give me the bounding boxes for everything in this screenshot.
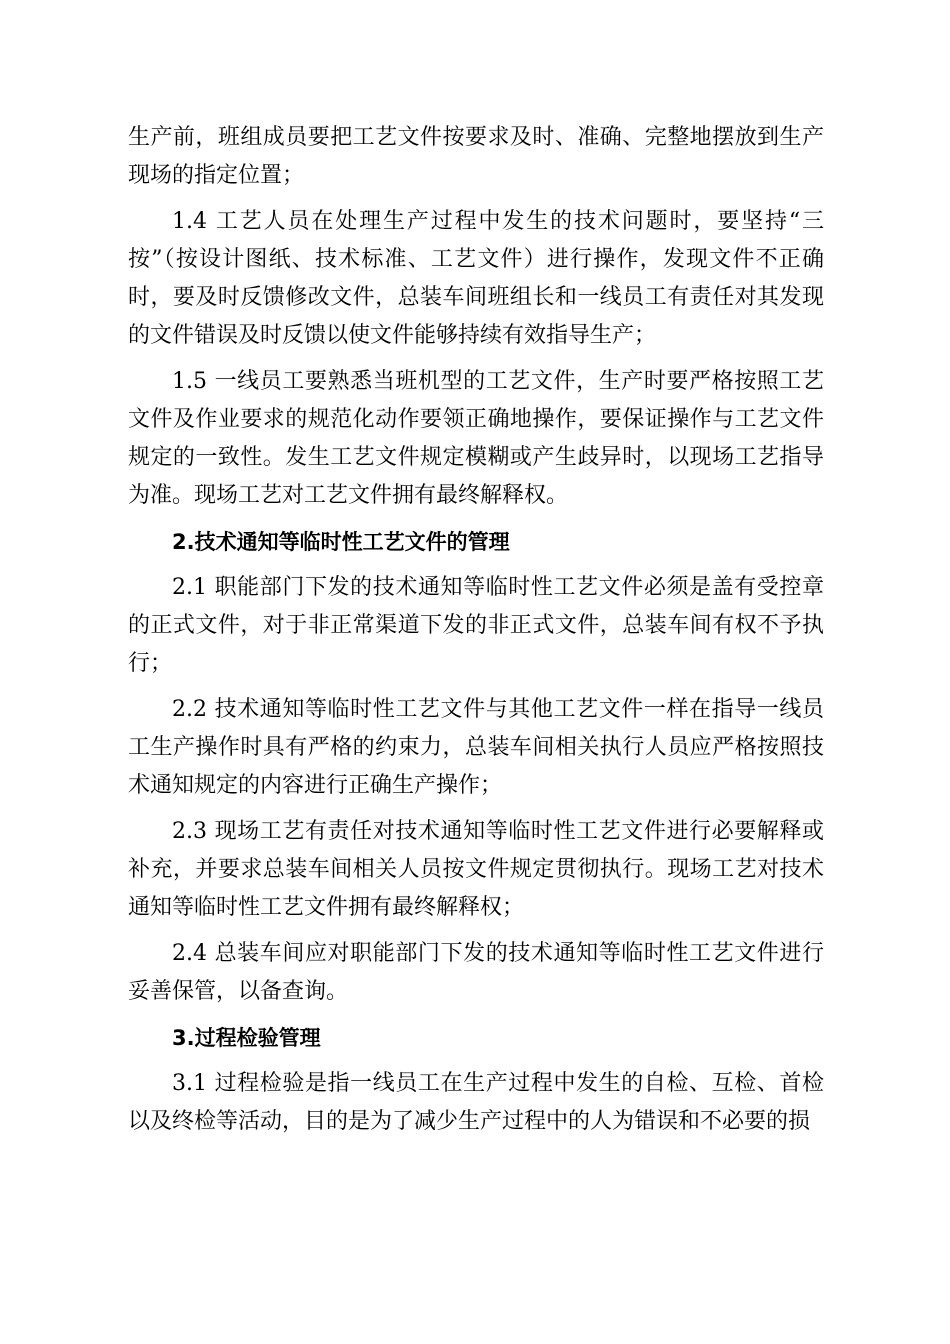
paragraph-2-3: 2.3 现场工艺有责任对技术通知等临时性工艺文件进行必要解释或补充，并要求总装车间相关人员按文件规定贯彻执行。现场工艺对技术通知等临时性工艺文件拥有最终解释权； [128,819,824,920]
paragraph-2-1: 2.1 职能部门下发的技术通知等临时性工艺文件必须是盖有受控章的正式文件，对于非正常渠道下发的非正式文件，总装车间有权不予执行； [128,575,824,676]
paragraph-1-5: 1.5 一线员工要熟悉当班机型的工艺文件，生产时要严格按照工艺文件及作业要求的规范化动作要领正确地操作，要保证操作与工艺文件规定的一致性。发生工艺文件规定模糊或产生歧异时，以现场工艺指导为准。现场工艺对工艺文件拥有最终解释权。 [128,369,824,508]
section-heading-2: 2.技术通知等临时性工艺文件的管理 [172,530,510,554]
paragraph-2-2: 2.2 技术通知等临时性工艺文件与其他工艺文件一样在指导一线员工生产操作时具有严格的约束力，总装车间相关执行人员应严格按照技术通知规定的内容进行正确生产操作； [128,697,824,798]
section-heading-3: 3.过程检验管理 [172,1026,321,1050]
paragraph-continued: 生产前，班组成员要把工艺文件按要求及时、准确、完整地摆放到生产现场的指定位置； [128,125,824,188]
paragraph-2-4: 2.4 总装车间应对职能部门下发的技术通知等临时性工艺文件进行妥善保管，以备查询。 [128,941,824,1004]
paragraph-1-4: 1.4 工艺人员在处理生产过程中发生的技术问题时，要坚持“三按”（按设计图纸、技术标准、工艺文件）进行操作，发现文件不正确时，要及时反馈修改文件，总装车间班组长和一线员工有责任对其发现的文件错误及时反馈以使文件能够持续有效指导生产； [128,209,824,348]
paragraph-3-1: 3.1 过程检验是指一线员工在生产过程中发生的自检、互检、首检以及终检等活动，目的是为了减少生产过程中的人为错误和不必要的损 [128,1071,824,1134]
document-page [128,119,824,1149]
